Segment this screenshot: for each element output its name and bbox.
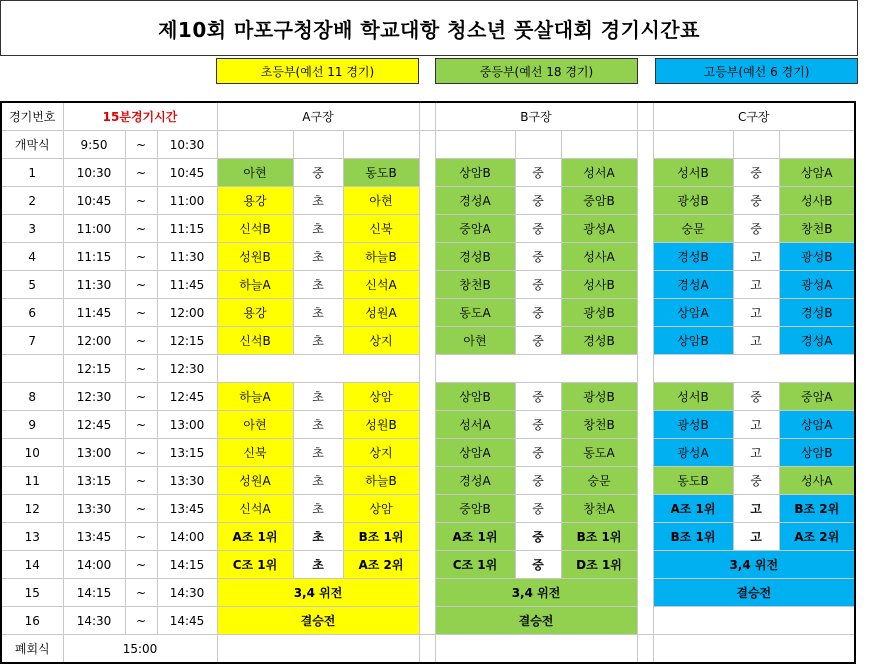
court-a-team1: 신석A xyxy=(217,495,293,523)
court-c-team1: B조 1위 xyxy=(653,523,733,551)
game-start: 13:30 xyxy=(63,495,125,523)
game-tilde: ~ xyxy=(125,523,157,551)
game-end: 11:15 xyxy=(157,215,217,243)
game-tilde: ~ xyxy=(125,439,157,467)
game-row xyxy=(1,159,855,187)
court-c-team2: 성사A xyxy=(779,467,855,495)
game-tilde: ~ xyxy=(125,243,157,271)
game-start: 13:45 xyxy=(63,523,125,551)
court-a-division: 초 xyxy=(293,411,343,439)
break-start: 12:15 xyxy=(63,355,125,383)
game-end: 14:15 xyxy=(157,551,217,579)
court-a-final: 결승전 xyxy=(217,607,419,635)
court-c-team2: 상암A xyxy=(779,159,855,187)
court-gap xyxy=(637,327,653,355)
game-end: 14:30 xyxy=(157,579,217,607)
court-a-team2: B조 1위 xyxy=(343,523,419,551)
court-b-team1: 창천B xyxy=(435,271,515,299)
court-b-division: 중 xyxy=(515,467,561,495)
court-b-division: 중 xyxy=(515,411,561,439)
court-a-team1: A조 1위 xyxy=(217,523,293,551)
court-c-division: 고 xyxy=(733,327,779,355)
game-no: 13 xyxy=(1,523,63,551)
court-gap xyxy=(419,243,435,271)
game-tilde: ~ xyxy=(125,383,157,411)
legend-middle: 중등부(예선 18 경기) xyxy=(435,58,638,84)
closing-row xyxy=(1,635,855,664)
game-end: 12:45 xyxy=(157,383,217,411)
court-c-team1: 동도B xyxy=(653,467,733,495)
court-b-division: 중 xyxy=(515,271,561,299)
break-row xyxy=(1,355,855,383)
court-c-division: 고 xyxy=(733,439,779,467)
empty-cell xyxy=(653,131,733,159)
court-a-division: 중 xyxy=(293,159,343,187)
court-gap xyxy=(419,355,435,383)
game-tilde: ~ xyxy=(125,327,157,355)
game-row xyxy=(1,523,855,551)
game-end: 12:00 xyxy=(157,299,217,327)
court-gap xyxy=(637,411,653,439)
game-tilde: ~ xyxy=(125,579,157,607)
court-a-team2: 하늘B xyxy=(343,243,419,271)
court-gap xyxy=(419,551,435,579)
game-row xyxy=(1,327,855,355)
game-end: 14:45 xyxy=(157,607,217,635)
court-b-team2: 광성A xyxy=(561,215,637,243)
court-b-team2: 중암B xyxy=(561,187,637,215)
court-c-team2: A조 2위 xyxy=(779,523,855,551)
court-c-division: 고 xyxy=(733,523,779,551)
court-b-team2: 성사A xyxy=(561,243,637,271)
court-c-division: 중 xyxy=(733,467,779,495)
game-end: 14:00 xyxy=(157,523,217,551)
court-c-team1: 광성B xyxy=(653,187,733,215)
opening-row xyxy=(1,131,855,159)
game-row xyxy=(1,383,855,411)
court-gap xyxy=(419,523,435,551)
court-a-team1: 하늘A xyxy=(217,383,293,411)
empty-cell xyxy=(343,131,419,159)
court-b-team1: 경성B xyxy=(435,243,515,271)
court-b-team1: 상암B xyxy=(435,159,515,187)
game-end: 11:00 xyxy=(157,187,217,215)
court-gap xyxy=(637,187,653,215)
game-start: 12:45 xyxy=(63,411,125,439)
game-no: 16 xyxy=(1,607,63,635)
court-c-team2: 창천B xyxy=(779,215,855,243)
court-gap xyxy=(637,495,653,523)
court-gap xyxy=(419,411,435,439)
court-a-division: 초 xyxy=(293,383,343,411)
court-b-team1: 중암B xyxy=(435,495,515,523)
game-start: 12:00 xyxy=(63,327,125,355)
empty-cell xyxy=(217,635,419,664)
game-no: 14 xyxy=(1,551,63,579)
court-b-team2: 숭문 xyxy=(561,467,637,495)
court-gap xyxy=(637,467,653,495)
court-gap xyxy=(637,271,653,299)
court-a-team2: 신석A xyxy=(343,271,419,299)
court-c-final: 결승전 xyxy=(653,579,855,607)
court-a-team1: 신북 xyxy=(217,439,293,467)
empty-cell xyxy=(217,355,419,383)
empty-cell xyxy=(435,635,637,664)
court-a-team2: 아현 xyxy=(343,187,419,215)
court-gap xyxy=(637,551,653,579)
empty-cell xyxy=(653,355,855,383)
header-row xyxy=(1,102,855,131)
court-a-team1: 성원B xyxy=(217,243,293,271)
game-start: 11:45 xyxy=(63,299,125,327)
game-row xyxy=(1,187,855,215)
court-a-division: 초 xyxy=(293,271,343,299)
game-no: 2 xyxy=(1,187,63,215)
court-b-team2: 창천B xyxy=(561,411,637,439)
closing-time: 15:00 xyxy=(63,635,217,664)
court-c-team1: 경성A xyxy=(653,271,733,299)
court-gap xyxy=(637,607,653,635)
court-gap xyxy=(419,131,435,159)
page-title: 제10회 마포구청장배 학교대항 청소년 풋살대회 경기시간표 xyxy=(0,0,858,56)
court-c-division: 중 xyxy=(733,159,779,187)
court-a-team1: C조 1위 xyxy=(217,551,293,579)
empty-cell xyxy=(653,635,855,664)
court-gap xyxy=(419,635,435,664)
game-start: 11:15 xyxy=(63,243,125,271)
court-c-division: 중 xyxy=(733,187,779,215)
court-a-team1: 신석B xyxy=(217,327,293,355)
game-end: 12:15 xyxy=(157,327,217,355)
court-gap xyxy=(419,467,435,495)
court-b-division: 중 xyxy=(515,523,561,551)
court-gap xyxy=(419,579,435,607)
game-start: 12:30 xyxy=(63,383,125,411)
court-gap xyxy=(637,383,653,411)
court-a-team2: 상암 xyxy=(343,495,419,523)
game-row xyxy=(1,607,855,635)
court-a-third-place: 3,4 위전 xyxy=(217,579,419,607)
court-gap xyxy=(419,439,435,467)
court-b-team1: A조 1위 xyxy=(435,523,515,551)
game-row xyxy=(1,411,855,439)
court-gap xyxy=(419,159,435,187)
court-b-division: 중 xyxy=(515,299,561,327)
court-c-team1: 성서B xyxy=(653,159,733,187)
court-c-division: 고 xyxy=(733,243,779,271)
court-gap xyxy=(419,102,435,131)
court-gap xyxy=(419,215,435,243)
game-start: 13:15 xyxy=(63,467,125,495)
court-c-third-place: 3,4 위전 xyxy=(653,551,855,579)
court-a-team1: 성원A xyxy=(217,467,293,495)
court-b-division: 중 xyxy=(515,327,561,355)
court-a-division: 초 xyxy=(293,523,343,551)
court-gap xyxy=(637,159,653,187)
court-a-division: 초 xyxy=(293,215,343,243)
court-a-team2: 상지 xyxy=(343,439,419,467)
empty-cell xyxy=(217,131,293,159)
break-no xyxy=(1,355,63,383)
game-tilde: ~ xyxy=(125,159,157,187)
court-b-team1: 경성A xyxy=(435,187,515,215)
court-a-division: 초 xyxy=(293,495,343,523)
court-a-team1: 용강 xyxy=(217,187,293,215)
court-b-team1: 경성A xyxy=(435,467,515,495)
opening-start: 9:50 xyxy=(63,131,125,159)
court-c-team2: 상암B xyxy=(779,439,855,467)
court-c-team2: 광성A xyxy=(779,271,855,299)
court-b-team2: 성서A xyxy=(561,159,637,187)
court-c-team2: 경성A xyxy=(779,327,855,355)
game-start: 14:15 xyxy=(63,579,125,607)
game-no: 10 xyxy=(1,439,63,467)
court-gap xyxy=(637,579,653,607)
court-b-division: 중 xyxy=(515,551,561,579)
game-start: 10:45 xyxy=(63,187,125,215)
court-b-team1: 상암B xyxy=(435,383,515,411)
empty-cell xyxy=(733,131,779,159)
court-b-team2: 동도A xyxy=(561,439,637,467)
court-c-division: 고 xyxy=(733,411,779,439)
court-gap xyxy=(419,383,435,411)
legend-elementary: 초등부(예선 11 경기) xyxy=(216,58,419,84)
court-c-team2: 중암A xyxy=(779,383,855,411)
court-gap xyxy=(419,607,435,635)
court-c-team1: 광성A xyxy=(653,439,733,467)
game-no: 1 xyxy=(1,159,63,187)
header-time: 15분경기시간 xyxy=(63,102,217,131)
court-a-division: 초 xyxy=(293,243,343,271)
court-b-team1: 중암A xyxy=(435,215,515,243)
game-start: 10:30 xyxy=(63,159,125,187)
court-a-team1: 하늘A xyxy=(217,271,293,299)
court-b-team2: 성사B xyxy=(561,271,637,299)
court-gap xyxy=(637,355,653,383)
game-no: 9 xyxy=(1,411,63,439)
game-no: 15 xyxy=(1,579,63,607)
game-tilde: ~ xyxy=(125,607,157,635)
game-tilde: ~ xyxy=(125,215,157,243)
game-row xyxy=(1,299,855,327)
court-a-team1: 신석B xyxy=(217,215,293,243)
game-row xyxy=(1,495,855,523)
court-gap xyxy=(419,271,435,299)
game-row xyxy=(1,271,855,299)
game-start: 13:00 xyxy=(63,439,125,467)
empty-cell xyxy=(561,131,637,159)
opening-label: 개막식 xyxy=(1,131,63,159)
court-a-team1: 용강 xyxy=(217,299,293,327)
court-a-team2: A조 2위 xyxy=(343,551,419,579)
court-gap xyxy=(637,131,653,159)
game-start: 11:30 xyxy=(63,271,125,299)
court-a-team1: 아현 xyxy=(217,411,293,439)
court-c-team2: 광성B xyxy=(779,243,855,271)
closing-label: 폐회식 xyxy=(1,635,63,664)
court-c-team1: 광성B xyxy=(653,411,733,439)
court-b-team1: 아현 xyxy=(435,327,515,355)
game-tilde: ~ xyxy=(125,467,157,495)
court-gap xyxy=(637,102,653,131)
header-court-b: B구장 xyxy=(435,102,637,131)
game-tilde: ~ xyxy=(125,495,157,523)
court-gap xyxy=(419,187,435,215)
game-no: 8 xyxy=(1,383,63,411)
game-row xyxy=(1,551,855,579)
game-start: 11:00 xyxy=(63,215,125,243)
court-a-division: 초 xyxy=(293,467,343,495)
empty-cell xyxy=(653,607,855,635)
game-no: 5 xyxy=(1,271,63,299)
court-c-team1: 성서B xyxy=(653,383,733,411)
game-end: 13:00 xyxy=(157,411,217,439)
court-c-team1: A조 1위 xyxy=(653,495,733,523)
game-end: 13:45 xyxy=(157,495,217,523)
game-tilde: ~ xyxy=(125,187,157,215)
break-end: 12:30 xyxy=(157,355,217,383)
court-c-team2: 상암A xyxy=(779,411,855,439)
court-gap xyxy=(637,635,653,664)
court-a-division: 초 xyxy=(293,327,343,355)
court-gap xyxy=(637,523,653,551)
court-a-division: 초 xyxy=(293,187,343,215)
court-c-team1: 숭문 xyxy=(653,215,733,243)
court-gap xyxy=(419,495,435,523)
court-c-division: 중 xyxy=(733,215,779,243)
game-no: 12 xyxy=(1,495,63,523)
game-row xyxy=(1,215,855,243)
court-b-team2: D조 1위 xyxy=(561,551,637,579)
court-b-division: 중 xyxy=(515,243,561,271)
game-start: 14:30 xyxy=(63,607,125,635)
schedule-table xyxy=(0,101,856,664)
court-gap xyxy=(419,327,435,355)
court-b-division: 중 xyxy=(515,383,561,411)
game-tilde: ~ xyxy=(125,411,157,439)
court-a-team2: 성원B xyxy=(343,411,419,439)
court-b-third-place: 3,4 위전 xyxy=(435,579,637,607)
empty-cell xyxy=(779,131,855,159)
game-row xyxy=(1,243,855,271)
court-a-team2: 하늘B xyxy=(343,467,419,495)
court-b-team1: 상암A xyxy=(435,439,515,467)
game-end: 11:45 xyxy=(157,271,217,299)
game-end: 13:15 xyxy=(157,439,217,467)
court-gap xyxy=(637,299,653,327)
court-b-division: 중 xyxy=(515,159,561,187)
court-b-team2: 광성B xyxy=(561,383,637,411)
court-a-team2: 상암 xyxy=(343,383,419,411)
court-c-division: 고 xyxy=(733,495,779,523)
court-a-team1: 아현 xyxy=(217,159,293,187)
game-end: 10:45 xyxy=(157,159,217,187)
game-tilde: ~ xyxy=(125,299,157,327)
court-b-team2: 경성B xyxy=(561,327,637,355)
court-b-division: 중 xyxy=(515,187,561,215)
break-tilde: ~ xyxy=(125,355,157,383)
court-gap xyxy=(419,299,435,327)
court-a-division: 초 xyxy=(293,551,343,579)
court-c-division: 고 xyxy=(733,299,779,327)
opening-end: 10:30 xyxy=(157,131,217,159)
opening-tilde: ~ xyxy=(125,131,157,159)
court-c-division: 중 xyxy=(733,383,779,411)
court-a-division: 초 xyxy=(293,439,343,467)
game-tilde: ~ xyxy=(125,551,157,579)
header-court-c: C구장 xyxy=(653,102,855,131)
header-game-no: 경기번호 xyxy=(1,102,63,131)
court-c-team1: 경성B xyxy=(653,243,733,271)
game-row xyxy=(1,439,855,467)
empty-cell xyxy=(435,355,637,383)
court-c-team1: 상암A xyxy=(653,299,733,327)
court-a-team2: 성원A xyxy=(343,299,419,327)
court-b-team2: 창천A xyxy=(561,495,637,523)
court-b-division: 중 xyxy=(515,215,561,243)
legend-high: 고등부(예선 6 경기) xyxy=(655,58,858,84)
empty-cell xyxy=(515,131,561,159)
court-b-team2: B조 1위 xyxy=(561,523,637,551)
court-a-team2: 신북 xyxy=(343,215,419,243)
court-b-team1: 동도A xyxy=(435,299,515,327)
court-gap xyxy=(637,215,653,243)
game-end: 13:30 xyxy=(157,467,217,495)
game-no: 6 xyxy=(1,299,63,327)
game-row xyxy=(1,579,855,607)
game-end: 11:30 xyxy=(157,243,217,271)
court-c-division: 고 xyxy=(733,271,779,299)
court-c-team2: 성사B xyxy=(779,187,855,215)
game-no: 7 xyxy=(1,327,63,355)
game-no: 11 xyxy=(1,467,63,495)
court-c-team1: 상암B xyxy=(653,327,733,355)
empty-cell xyxy=(293,131,343,159)
court-c-team2: 경성B xyxy=(779,299,855,327)
court-a-team2: 상지 xyxy=(343,327,419,355)
court-b-division: 중 xyxy=(515,439,561,467)
court-b-team1: 성서A xyxy=(435,411,515,439)
court-gap xyxy=(637,243,653,271)
header-court-a: A구장 xyxy=(217,102,419,131)
court-b-team1: C조 1위 xyxy=(435,551,515,579)
game-tilde: ~ xyxy=(125,271,157,299)
court-a-team2: 동도B xyxy=(343,159,419,187)
empty-cell xyxy=(435,131,515,159)
court-a-division: 초 xyxy=(293,299,343,327)
court-b-final: 결승전 xyxy=(435,607,637,635)
game-row xyxy=(1,467,855,495)
court-b-division: 중 xyxy=(515,495,561,523)
court-gap xyxy=(637,439,653,467)
court-c-team2: B조 2위 xyxy=(779,495,855,523)
game-start: 14:00 xyxy=(63,551,125,579)
court-b-team2: 광성B xyxy=(561,299,637,327)
game-no: 4 xyxy=(1,243,63,271)
game-no: 3 xyxy=(1,215,63,243)
